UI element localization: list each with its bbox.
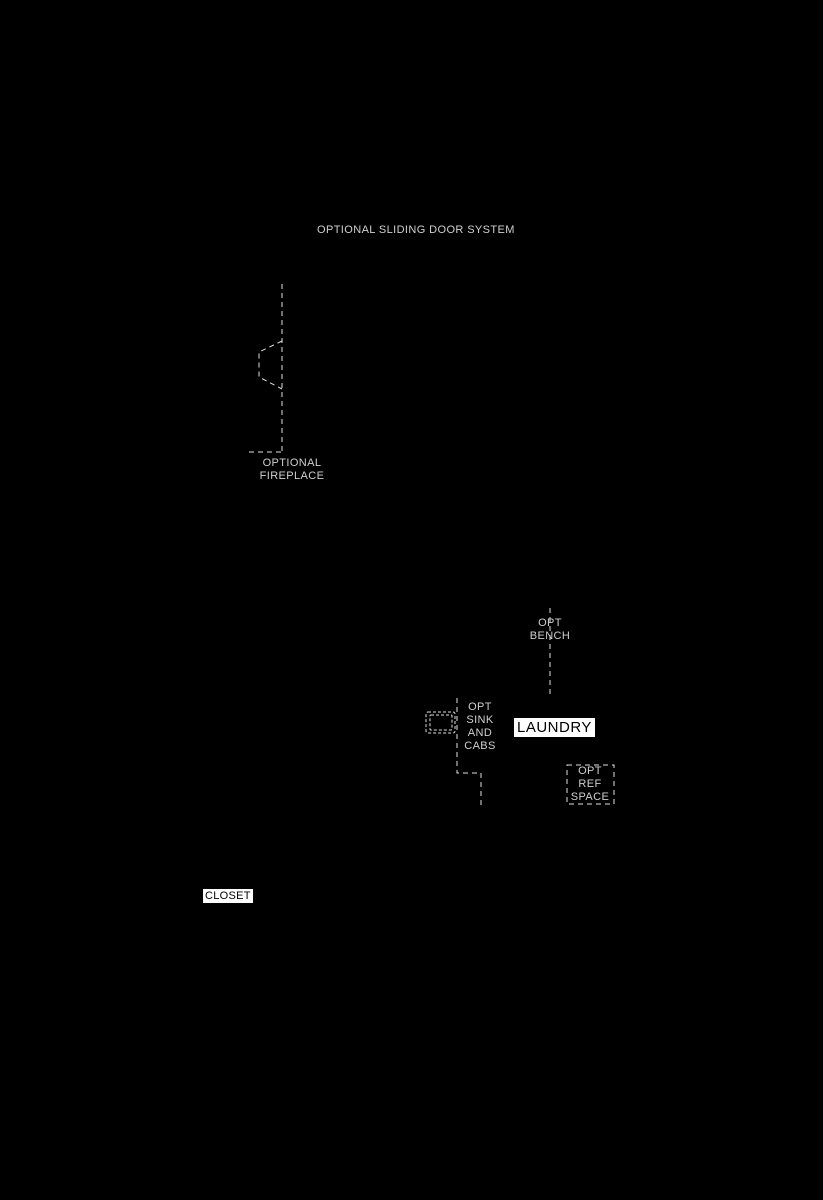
sink-label-line: CABS [464, 740, 496, 752]
fireplace-label-line: OPTIONAL [262, 457, 322, 469]
sink-label [455, 701, 505, 753]
room-label-laundry: LAUNDRY [514, 718, 595, 737]
ref-label-line: SPACE [570, 791, 610, 803]
ref-space-label [563, 765, 617, 804]
fireplace-label-line: FIREPLACE [259, 470, 325, 482]
sink-basin-inner [430, 715, 452, 730]
fireplace-hearth-outline [259, 341, 282, 389]
ref-label-line: OPT [578, 765, 602, 777]
sink-label-line: OPT [468, 701, 492, 713]
sliding-door-text: OPTIONAL SLIDING DOOR SYSTEM [317, 224, 515, 236]
room-label-closet: CLOSET [205, 890, 251, 902]
sink-label-line: SINK [466, 714, 494, 726]
sliding-door-label [317, 224, 515, 237]
ref-label-line: REF [578, 778, 602, 790]
bench-label [520, 617, 580, 643]
bench-label-line: OPT [538, 617, 562, 629]
fireplace-label [250, 457, 334, 483]
bench-label-line: BENCH [529, 630, 571, 642]
sink-label-line: AND [467, 727, 493, 739]
